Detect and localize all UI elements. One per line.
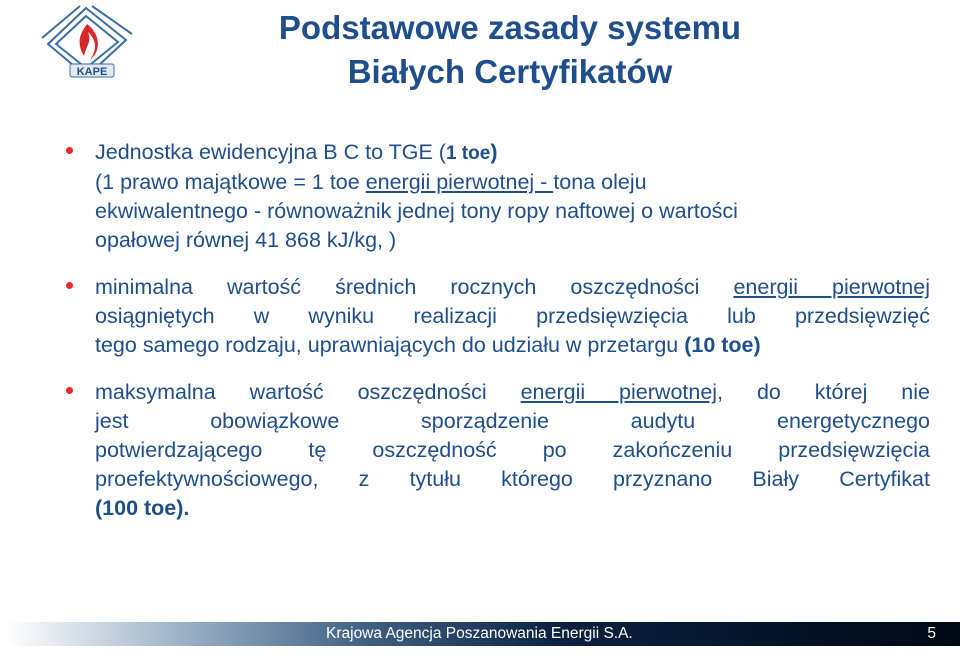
- list-item: [66, 378, 930, 523]
- bullet-text-part: maksymalna wartość oszczędności: [95, 380, 521, 404]
- term-energia-pierwotna: energii pierwotnej: [520, 380, 718, 404]
- term-energia-pierwotna: energii pierwotnej: [733, 275, 931, 299]
- bullet-text: [95, 378, 930, 523]
- bullet-dot: [66, 147, 73, 154]
- bullet-dot: [66, 387, 73, 394]
- value-100-toe: (100 toe).: [95, 496, 190, 520]
- bullet-text-line: osiągniętych w wyniku realizacji przedsięwzięcia lub przedsięwzięć: [95, 304, 930, 328]
- bullet-text: [95, 273, 930, 360]
- page-title: [170, 6, 850, 94]
- bullet-list: [66, 138, 930, 541]
- value-10-toe: (10 toe): [684, 333, 761, 357]
- bullet-text-line: jest obowiązkowe sporządzenie audytu energetycznego: [95, 409, 930, 433]
- list-item: [66, 273, 930, 360]
- bullet-text: [95, 138, 930, 255]
- bullet-text-line: proefektywnościowego, z tytułu którego przyznano Biały Certyfikat: [95, 467, 930, 491]
- bullet-text-line: ekwiwalentnego - równoważnik jednej tony ropy naftowej o wartości: [95, 199, 738, 223]
- bullet-text-part: tego samego rodzaju, uprawniających do udziału w przetargu: [95, 333, 685, 357]
- bullet-text-part: Jednostka ewidencyjna B C to TGE (: [95, 140, 446, 164]
- bullet-text-part: ): [490, 140, 498, 164]
- term-energia-pierwotna: energii pierwotnej -: [365, 170, 554, 194]
- bullet-text-part: tona oleju: [553, 170, 647, 194]
- page-number: 5: [927, 625, 936, 642]
- bullet-dot: [66, 282, 73, 289]
- title-line-1: Podstawowe zasady systemu: [278, 9, 742, 46]
- bullet-text-part: minimalna wartość średnich rocznych oszczędności: [95, 275, 734, 299]
- footer-organization: Krajowa Agencja Poszanowania Energii S.A.: [326, 625, 633, 642]
- kape-logo: [40, 4, 136, 86]
- title-line-2: Białych Certyfikatów: [347, 53, 673, 90]
- flame-logo-icon: [40, 4, 136, 86]
- bullet-text-part: , do której nie: [717, 380, 930, 404]
- bullet-text-part: (1 prawo majątkowe = 1 toe: [95, 170, 366, 194]
- footer-bar: [6, 622, 960, 646]
- svg-text:KAPE: KAPE: [76, 66, 108, 78]
- bullet-text-line: potwierdzającego tę oszczędność po zakończeniu przedsięwzięcia: [95, 438, 930, 462]
- list-item: [66, 138, 930, 255]
- bullet-text-line: opałowej równej 41 868 kJ/kg, ): [95, 228, 397, 252]
- unit-toe: 1 toe: [445, 143, 491, 164]
